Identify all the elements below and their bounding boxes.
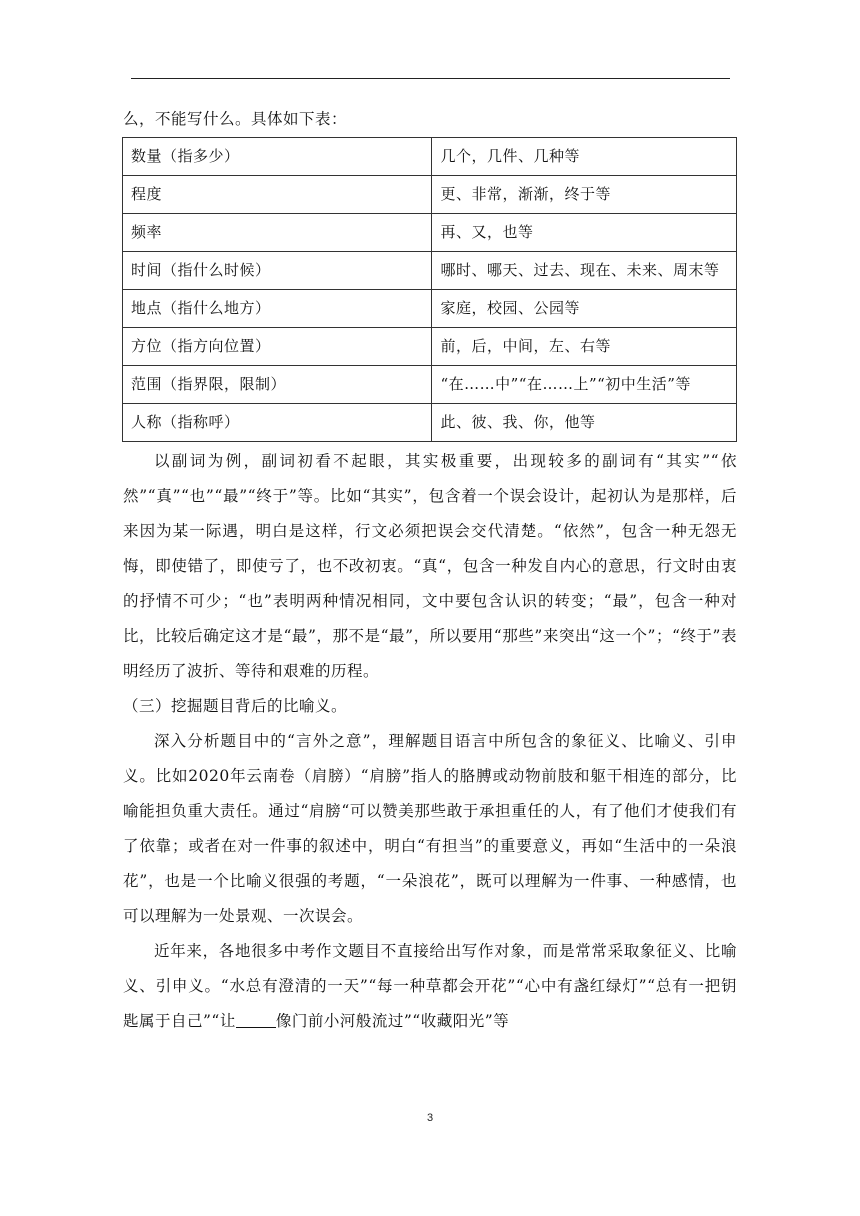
table-cell-category: 程度 <box>123 176 432 214</box>
fill-blank <box>236 1013 276 1028</box>
paragraph-text-a: 近年来，各地很多中考作文题目不直接给出写作对象，而是常常采取象征义、比喻义、引申义。“水总有澄清的一天”“每一种草都会开花”“心中有盏红绿灯”“总有一把钥匙属于自己”“让 <box>123 942 737 1030</box>
table-row <box>123 138 737 176</box>
table-row <box>123 328 737 366</box>
table-cell-category: 地点（指什么地方） <box>123 290 432 328</box>
table-cell-category: 人称（指称呼） <box>123 404 432 442</box>
table-row <box>123 290 737 328</box>
table-cell-category: 时间（指什么时候） <box>123 252 432 290</box>
section-heading-3: （三）挖掘题目背后的比喻义。 <box>123 697 348 715</box>
paragraph-metaphor: 深入分析题目中的“言外之意”，理解题目语言中所包含的象征义、比喻义、引申义。比如2020年云南卷（肩膀）“肩膀”指人的胳膊或动物前肢和躯干相连的部分，比喻能担负重大责任。通过“肩膀“可以赞美那些敢于承担重任的人，有了他们才使我们有了依靠；或者在对一件事的叙述中，明白“有担当”的重要意义，再如“生活中的一朵浪花”，也是一个比喻义很强的考题，“一朵浪花”，既可以理解为一件事、一种感情，也可以理解为一处景观、一次误会。 <box>123 732 737 925</box>
table-cell-examples: 此、彼、我、你，他等 <box>432 404 737 442</box>
table-cell-examples: 前，后，中间，左、右等 <box>432 328 737 366</box>
intro-line: 么，不能写什么。具体如下表： <box>123 110 348 128</box>
table-cell-examples: 家庭，校园、公园等 <box>432 290 737 328</box>
paragraph-text-b: 像门前小河般流过”“收藏阳光”等 <box>275 1012 510 1030</box>
table-row <box>123 214 737 252</box>
table-row <box>123 252 737 290</box>
paragraph-adverbs: 以副词为例，副词初看不起眼，其实极重要，出现较多的副词有“其实”“依然”“真”“也”“最”“终于”等。比如“其实”，包含着一个误会设计，起初认为是那样，后来因为某一际遇，明白是这样，行文必须把误会交代清楚。“依然”，包含一种无怨无悔，即使错了，即使亏了，也不改初衷。“真“，包含一种发自内心的意思，行文时由衷的抒情不可少；“也”表明两种情况相同，文中要包含认识的转变；“最”，包含一种对比，比较后确定这才是“最”，那不是“最”，所以要用“那些”来突出“这一个”；“终于”表明经历了波折、等待和艰难的历程。 <box>123 452 737 680</box>
header-rule <box>131 78 730 79</box>
table-cell-examples: “在……中”“在……上”“初中生活”等 <box>432 366 737 404</box>
table-cell-category: 方位（指方向位置） <box>123 328 432 366</box>
table-cell-category: 频率 <box>123 214 432 252</box>
paragraph-recent-years <box>123 934 737 1039</box>
table-cell-examples: 更、非常，渐渐，终于等 <box>432 176 737 214</box>
page-number: 3 <box>426 1112 434 1124</box>
table-row <box>123 404 737 442</box>
table-cell-examples: 几个，几件、几种等 <box>432 138 737 176</box>
table-cell-examples: 再、又，也等 <box>432 214 737 252</box>
table-cell-examples: 哪时、哪天、过去、现在、未来、周末等 <box>432 252 737 290</box>
table-cell-category: 范围（指界限，限制） <box>123 366 432 404</box>
document-body <box>123 102 737 1039</box>
adverb-table <box>122 137 737 442</box>
table-row <box>123 176 737 214</box>
table-cell-category: 数量（指多少） <box>123 138 432 176</box>
table-row <box>123 366 737 404</box>
